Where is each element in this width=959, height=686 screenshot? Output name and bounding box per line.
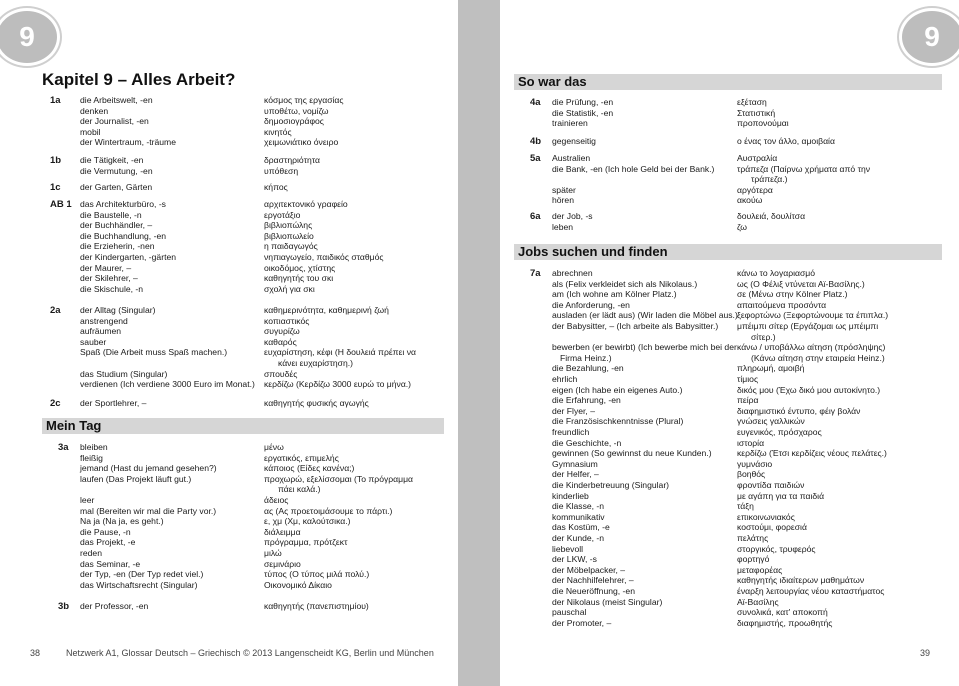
german-term: die Klasse, -n [552, 501, 605, 512]
greek-translation: προχωρώ, εξελίσσομαι (Το πρόγραμμα [264, 473, 414, 484]
greek-translation: άδειος [264, 495, 289, 505]
greek-translation: νηπιαγωγείο, παιδικός σταθμός [264, 252, 384, 262]
greek-translation: μπέιμπι σίτερ (Εργάζομαι ως μπέιμπι [737, 321, 879, 331]
german-term: die Bank, -en (Ich hole Geld bei der Bank.) [552, 163, 715, 174]
greek-translation: βοηθός [737, 469, 766, 480]
greek-translation: υπόθεση [264, 165, 299, 176]
german-term: das Kostüm, -e [552, 522, 610, 533]
german-term: die Prüfung, -en [552, 97, 614, 107]
greek-translation: αρχιτεκτονικό γραφείο [264, 199, 348, 209]
greek-translation: οικοδόμος, χτίστης [264, 262, 336, 273]
german-term: der Journalist, -en [80, 116, 149, 127]
german-term: sauber [80, 336, 107, 347]
german-term: die Tätigkeit, -en [80, 155, 144, 165]
german-term: aufräumen [80, 326, 122, 337]
greek-translation: Στατιστική [737, 107, 776, 118]
greek-translation: καθημερινότητα, καθημερινή ζωή [264, 305, 389, 315]
footer-copyright: Netzwerk A1, Glossar Deutsch – Griechisch © 2013 Langenscheidt KG, Berlin und München [66, 648, 434, 658]
german-term: Australien [552, 153, 591, 163]
greek-translation: τράπεζα.) [751, 174, 788, 185]
section-label: 3b [58, 601, 70, 612]
greek-translation: καθαρός [264, 336, 297, 347]
german-term: Spaß (Die Arbeit muss Spaß machen.) [80, 347, 228, 358]
german-term: der Möbelpacker, – [552, 564, 626, 575]
greek-translation: χειμωνιάτικο όνειρο [264, 137, 339, 148]
german-term: die Neueröffnung, -en [552, 586, 635, 596]
greek-translation: ξεφορτώνω (Ξεφορτώνουμε τα έπιπλα.) [737, 310, 889, 321]
german-term: das Projekt, -e [80, 537, 136, 548]
german-term: die Skischule, -n [80, 283, 144, 294]
german-term: leben [552, 221, 574, 232]
greek-translation: διαφημιστικό έντυπο, φέιγ βολάν [737, 405, 861, 416]
greek-translation: τίμιος [737, 374, 759, 384]
chapter-badge-right: 9 [899, 8, 959, 66]
german-term: der Babysitter, – (Ich arbeite als Babysitter.) [552, 321, 719, 331]
german-term: das Architekturbüro, -s [80, 199, 166, 209]
german-term: der Flyer, – [552, 405, 595, 416]
greek-translation: καθηγητής (πανεπιστημίου) [264, 601, 369, 611]
section-label: 1b [50, 155, 62, 166]
section-label: 2c [50, 398, 61, 409]
greek-translation: ο ένας τον άλλο, αμοιβαία [737, 136, 835, 146]
german-term: die Pause, -n [80, 526, 131, 537]
greek-translation: βιβλιοπώλης [264, 220, 313, 231]
german-term: die Bezahlung, -en [552, 363, 624, 374]
german-term: freundlich [552, 427, 590, 437]
left-page [0, 0, 458, 686]
german-term: der Maurer, – [80, 262, 132, 273]
german-term: denken [80, 105, 109, 116]
german-term: der Job, -s [552, 211, 593, 221]
german-term: die Anforderung, -en [552, 299, 630, 310]
greek-translation: δουλειά, δουλίτσα [737, 211, 806, 221]
greek-translation: προπονούμαι [737, 118, 789, 129]
german-term: der Alltag (Singular) [80, 305, 156, 315]
german-term: später [552, 184, 576, 195]
section-label: 1c [50, 182, 61, 193]
page-number-right: 39 [920, 648, 931, 658]
greek-translation: κερδίζω (Κερδίζω 3000 ευρώ το μήνα.) [264, 379, 412, 390]
german-term: trainieren [552, 118, 588, 129]
greek-translation: καθηγητής του σκι [264, 273, 334, 284]
greek-translation: βιβλιοπωλείο [264, 230, 314, 241]
greek-translation: κάποιος (Είδες κανένα;) [264, 463, 355, 474]
greek-translation: εξέταση [737, 97, 767, 107]
greek-translation: κάνω / υποβάλλω αίτηση (πρόσληψης) [737, 342, 886, 353]
german-term: jemand (Hast du jemand gesehen?) [80, 463, 217, 474]
german-term: am (Ich wohne am Kölner Platz.) [552, 289, 677, 300]
greek-translation: αργότερα [737, 184, 773, 195]
german-term: der Skilehrer, – [80, 273, 138, 284]
greek-translation: φορτηγό [737, 554, 770, 565]
german-term: die Erzieherin, -nen [80, 241, 155, 252]
german-term: bewerben (er bewirbt) (Ich bewerbe mich bei der [552, 342, 737, 353]
greek-translation: τάξη [737, 501, 754, 512]
german-term: fleißig [80, 452, 103, 463]
german-term: eigen (Ich habe ein eigenes Auto.) [552, 384, 683, 395]
german-term: liebevoll [552, 543, 584, 554]
german-term: mal (Bereiten wir mal die Party vor.) [80, 505, 217, 516]
german-term: die Statistik, -en [552, 107, 614, 118]
greek-translation: πληρωμή, αμοιβή [737, 363, 805, 374]
greek-translation: κήπος [264, 182, 288, 192]
german-term: gegenseitig [552, 136, 596, 146]
greek-translation: ευγενικός, πρόσχαρος [737, 427, 822, 437]
german-term: der Nikolaus (meist Singular) [552, 596, 663, 607]
greek-translation: κόσμος της εργασίας [264, 95, 344, 105]
german-term: Firma Heinz.) [560, 352, 612, 363]
greek-translation: δικός μου (Έχω δικό μου αυτοκίνητο.) [737, 384, 881, 395]
greek-translation: κερδίζω (Έτσι κερδίζεις νέους πελάτες.) [737, 448, 887, 459]
german-term: anstrengend [80, 315, 128, 326]
greek-translation: μιλώ [264, 548, 282, 558]
page-number-left: 38 [30, 648, 41, 658]
greek-translation: συνολικά, κατ' αποκοπή [737, 607, 828, 618]
greek-translation: ευχαρίστηση, κέφι (Η δουλειά πρέπει να [264, 347, 416, 358]
section-bar-jobs: Jobs suchen und finden [514, 244, 942, 260]
section-label: AB 1 [50, 199, 72, 210]
greek-translation: με αγάπη για τα παιδιά [737, 490, 825, 501]
greek-translation: πελάτης [737, 533, 769, 543]
german-term: kinderlieb [552, 490, 589, 501]
greek-translation: ως (Ο Φέλιξ ντύνεται Αϊ-Βασίλης.) [737, 278, 865, 289]
german-term: leer [80, 495, 95, 505]
greek-translation: (Κάνω αίτηση στην εταιρεία Heinz.) [751, 352, 885, 363]
greek-translation: πρόγραμμα, πρότζεκτ [264, 537, 348, 548]
german-term: ehrlich [552, 374, 578, 384]
greek-translation: σχολή για σκι [264, 283, 315, 294]
german-term: bleiben [80, 442, 108, 452]
greek-translation: ας (Ας προετοιμάσουμε το πάρτι.) [264, 505, 393, 516]
section-bar-so-war-das: So war das [514, 74, 942, 90]
greek-translation: πάει καλά.) [278, 484, 321, 495]
german-term: pauschal [552, 607, 587, 618]
greek-translation: μεταφορέας [737, 564, 783, 575]
greek-translation: τράπεζα (Παίρνω χρήματα από την [737, 163, 871, 174]
greek-translation: δραστηριότητα [264, 155, 320, 165]
german-term: der LKW, -s [552, 554, 597, 565]
greek-translation: ε, χμ (Χμ, καλούτσικα.) [264, 516, 351, 527]
german-term: hören [552, 195, 574, 206]
german-term: der Kunde, -n [552, 533, 605, 543]
chapter-title: Kapitel 9 – Alles Arbeit? [42, 70, 236, 89]
section-label: 7a [530, 268, 541, 279]
german-term: der Wintertraum, -träume [80, 137, 176, 148]
section-label: 3a [58, 442, 69, 453]
german-term: die Baustelle, -n [80, 209, 142, 220]
german-term: mobil [80, 126, 101, 137]
german-term: reden [80, 548, 102, 558]
greek-translation: καθηγητής ιδιαίτερων μαθημάτων [737, 575, 865, 586]
german-term: als (Felix verkleidet sich als Nikolaus.) [552, 278, 698, 289]
german-term: die Erfahrung, -en [552, 395, 621, 406]
german-term: Na ja (Na ja, es geht.) [80, 516, 164, 527]
greek-translation: Οικονομικό Δίκαιο [264, 579, 332, 590]
greek-translation: ζω [737, 221, 747, 232]
german-term: die Buchhandlung, -en [80, 230, 167, 241]
german-term: der Nachhilfelehrer, – [552, 575, 634, 586]
greek-translation: επικοινωνιακός [737, 511, 795, 522]
german-term: der Kindergarten, -gärten [80, 252, 177, 262]
section-label: 5a [530, 153, 541, 164]
german-term: das Wirtschaftsrecht (Singular) [80, 579, 198, 590]
greek-translation: κάνει ευχαρίστηση.) [278, 358, 353, 368]
greek-translation: ιστορία [737, 437, 765, 448]
greek-translation: διάλειμμα [264, 526, 301, 537]
greek-translation: κοστούμι, φορεσιά [737, 522, 807, 533]
german-term: die Kinderbetreuung (Singular) [552, 480, 670, 490]
greek-translation: φροντίδα παιδιών [737, 480, 805, 490]
german-term: verdienen (Ich verdiene 3000 Euro im Monat.) [80, 379, 255, 390]
german-term: die Vermutung, -en [80, 165, 153, 176]
greek-translation: εργατικός, επιμελής [264, 452, 339, 463]
german-term: der Garten, Gärten [80, 182, 153, 192]
greek-translation: κινητός [264, 126, 292, 137]
german-term: die Französischkenntnisse (Plural) [552, 416, 684, 427]
greek-translation: συγυρίζω [264, 326, 300, 337]
german-term: das Studium (Singular) [80, 368, 168, 379]
section-label: 6a [530, 211, 541, 222]
german-term: der Sportlehrer, – [80, 398, 147, 408]
greek-translation: τύπος (Ο τύπος μιλά πολύ.) [264, 569, 370, 580]
greek-translation: κοπιαστικός [264, 315, 310, 326]
greek-translation: ακούω [737, 195, 763, 206]
section-label: 4b [530, 136, 542, 147]
german-term: das Seminar, -e [80, 558, 141, 569]
greek-translation: σεμινάριο [264, 558, 301, 569]
greek-translation: μένω [264, 442, 284, 452]
german-term: die Arbeitswelt, -en [80, 95, 153, 105]
german-term: gewinnen (So gewinnst du neue Kunden.) [552, 448, 712, 459]
greek-translation: κάνω το λογαριασμό [737, 268, 816, 278]
book-gutter [458, 0, 500, 686]
greek-translation: σίτερ.) [751, 331, 776, 342]
greek-translation: στοργικός, τρυφερός [737, 543, 816, 554]
german-term: ausladen (er lädt aus) (Wir laden die Möbel aus.) [552, 310, 738, 321]
section-label: 1a [50, 95, 61, 106]
greek-translation: διαφημιστής, προωθητής [737, 617, 833, 628]
german-term: kommunikativ [552, 511, 605, 522]
greek-translation: Αυστραλία [737, 153, 778, 163]
greek-translation: εργοτάξιο [264, 209, 301, 220]
german-term: Gymnasium [552, 458, 598, 469]
greek-translation: καθηγητής φυσικής αγωγής [264, 398, 369, 408]
section-label: 4a [530, 97, 541, 108]
greek-translation: Αϊ-Βασίλης [737, 596, 779, 607]
greek-translation: σπουδές [264, 368, 298, 379]
greek-translation: έναρξη λειτουργίας νέου καταστήματος [737, 586, 885, 596]
section-label: 2a [50, 305, 61, 316]
german-term: abrechnen [552, 268, 593, 278]
chapter-badge-left: 9 [0, 8, 60, 66]
german-term: der Promoter, – [552, 617, 612, 628]
greek-translation: γνώσεις γαλλικών [737, 416, 805, 427]
german-term: die Geschichte, -n [552, 437, 622, 448]
greek-translation: απαιτούμενα προσόντα [737, 299, 827, 310]
german-term: der Professor, -en [80, 601, 149, 611]
greek-translation: υποθέτω, νομίζω [264, 105, 329, 116]
greek-translation: σε (Μένω στην Κölner Platz.) [737, 289, 848, 300]
german-term: der Helfer, – [552, 469, 599, 480]
section-bar-mein-tag: Mein Tag [42, 418, 444, 434]
german-term: der Buchhändler, – [80, 220, 153, 231]
greek-translation: πείρα [737, 395, 759, 406]
greek-translation: η παιδαγωγός [264, 241, 318, 252]
german-term: der Typ, -en (Der Typ redet viel.) [80, 569, 204, 580]
greek-translation: γυμνάσιο [737, 458, 773, 469]
right-page [500, 0, 959, 686]
greek-translation: δημοσιογράφος [264, 116, 324, 127]
german-term: laufen (Das Projekt läuft gut.) [80, 473, 192, 484]
